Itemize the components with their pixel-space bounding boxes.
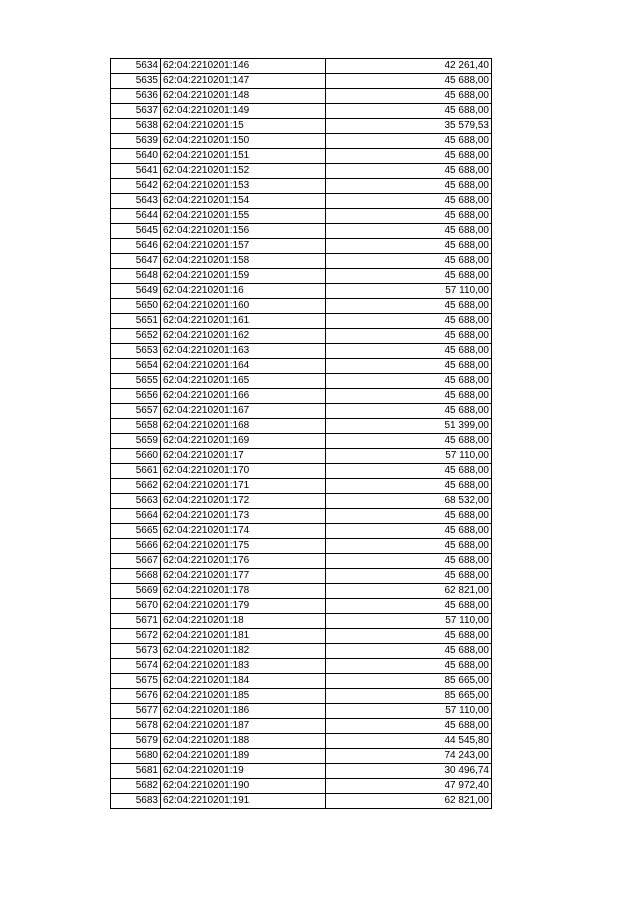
table-row — [111, 494, 492, 509]
cadastral-number-cell: 62:04:2210201:152 — [161, 164, 326, 179]
row-number-cell: 5654 — [111, 359, 161, 374]
row-number-cell: 5668 — [111, 569, 161, 584]
row-number-cell: 5638 — [111, 119, 161, 134]
table-row — [111, 74, 492, 89]
cadastral-number-cell: 62:04:2210201:149 — [161, 104, 326, 119]
row-number-cell: 5651 — [111, 314, 161, 329]
cadastral-value-cell: 45 688,00 — [326, 194, 492, 209]
table-row — [111, 209, 492, 224]
table-row — [111, 584, 492, 599]
cadastral-value-cell: 45 688,00 — [326, 314, 492, 329]
cadastral-number-cell: 62:04:2210201:147 — [161, 74, 326, 89]
cadastral-number-cell: 62:04:2210201:173 — [161, 509, 326, 524]
cadastral-value-cell: 57 110,00 — [326, 614, 492, 629]
row-number-cell: 5662 — [111, 479, 161, 494]
table-row — [111, 269, 492, 284]
cadastral-value-cell: 45 688,00 — [326, 509, 492, 524]
cadastral-value-cell: 45 688,00 — [326, 524, 492, 539]
cadastral-value-cell: 45 688,00 — [326, 299, 492, 314]
cadastral-number-cell: 62:04:2210201:164 — [161, 359, 326, 374]
cadastral-number-cell: 62:04:2210201:168 — [161, 419, 326, 434]
cadastral-value-cell: 45 688,00 — [326, 539, 492, 554]
row-number-cell: 5675 — [111, 674, 161, 689]
cadastral-value-cell: 62 821,00 — [326, 584, 492, 599]
table-row — [111, 389, 492, 404]
row-number-cell: 5656 — [111, 389, 161, 404]
row-number-cell: 5639 — [111, 134, 161, 149]
cadastral-number-cell: 62:04:2210201:16 — [161, 284, 326, 299]
row-number-cell: 5680 — [111, 749, 161, 764]
cadastral-number-cell: 62:04:2210201:163 — [161, 344, 326, 359]
cadastral-value-cell: 45 688,00 — [326, 554, 492, 569]
row-number-cell: 5641 — [111, 164, 161, 179]
cadastral-number-cell: 62:04:2210201:190 — [161, 779, 326, 794]
table-row — [111, 644, 492, 659]
cadastral-value-cell: 45 688,00 — [326, 179, 492, 194]
table-row — [111, 509, 492, 524]
row-number-cell: 5671 — [111, 614, 161, 629]
table-row — [111, 689, 492, 704]
cadastral-number-cell: 62:04:2210201:175 — [161, 539, 326, 554]
cadastral-value-cell: 74 243,00 — [326, 749, 492, 764]
table-row — [111, 164, 492, 179]
cadastral-value-cell: 45 688,00 — [326, 269, 492, 284]
row-number-cell: 5679 — [111, 734, 161, 749]
cadastral-number-cell: 62:04:2210201:154 — [161, 194, 326, 209]
cadastral-number-cell: 62:04:2210201:178 — [161, 584, 326, 599]
row-number-cell: 5663 — [111, 494, 161, 509]
table-row — [111, 779, 492, 794]
cadastral-number-cell: 62:04:2210201:187 — [161, 719, 326, 734]
cadastral-value-cell: 57 110,00 — [326, 449, 492, 464]
table-row — [111, 764, 492, 779]
row-number-cell: 5637 — [111, 104, 161, 119]
table-row — [111, 479, 492, 494]
row-number-cell: 5650 — [111, 299, 161, 314]
cadastral-value-cell: 51 399,00 — [326, 419, 492, 434]
cadastral-number-cell: 62:04:2210201:162 — [161, 329, 326, 344]
table-row — [111, 284, 492, 299]
cadastral-value-cell: 45 688,00 — [326, 629, 492, 644]
cadastral-value-cell: 45 688,00 — [326, 374, 492, 389]
row-number-cell: 5665 — [111, 524, 161, 539]
cadastral-number-cell: 62:04:2210201:179 — [161, 599, 326, 614]
row-number-cell: 5664 — [111, 509, 161, 524]
table-row — [111, 569, 492, 584]
table-row — [111, 374, 492, 389]
table-row — [111, 749, 492, 764]
row-number-cell: 5643 — [111, 194, 161, 209]
cadastral-value-cell: 45 688,00 — [326, 404, 492, 419]
table-row — [111, 434, 492, 449]
cadastral-number-cell: 62:04:2210201:18 — [161, 614, 326, 629]
cadastral-value-cell: 85 665,00 — [326, 689, 492, 704]
row-number-cell: 5678 — [111, 719, 161, 734]
cadastral-number-cell: 62:04:2210201:159 — [161, 269, 326, 284]
row-number-cell: 5658 — [111, 419, 161, 434]
cadastral-value-cell: 68 532,00 — [326, 494, 492, 509]
row-number-cell: 5649 — [111, 284, 161, 299]
cadastral-number-cell: 62:04:2210201:186 — [161, 704, 326, 719]
table-row — [111, 794, 492, 809]
table-row — [111, 554, 492, 569]
table-row — [111, 599, 492, 614]
table-row — [111, 614, 492, 629]
cadastral-value-cell: 30 496,74 — [326, 764, 492, 779]
table-row — [111, 194, 492, 209]
table-row — [111, 629, 492, 644]
cadastral-number-cell: 62:04:2210201:157 — [161, 239, 326, 254]
row-number-cell: 5660 — [111, 449, 161, 464]
cadastral-number-cell: 62:04:2210201:158 — [161, 254, 326, 269]
table-row — [111, 734, 492, 749]
table-row — [111, 539, 492, 554]
cadastral-number-cell: 62:04:2210201:146 — [161, 59, 326, 74]
cadastral-number-cell: 62:04:2210201:166 — [161, 389, 326, 404]
row-number-cell: 5636 — [111, 89, 161, 104]
row-number-cell: 5676 — [111, 689, 161, 704]
table-row — [111, 89, 492, 104]
cadastral-value-cell: 85 665,00 — [326, 674, 492, 689]
row-number-cell: 5647 — [111, 254, 161, 269]
row-number-cell: 5635 — [111, 74, 161, 89]
cadastral-number-cell: 62:04:2210201:155 — [161, 209, 326, 224]
cadastral-number-cell: 62:04:2210201:17 — [161, 449, 326, 464]
row-number-cell: 5683 — [111, 794, 161, 809]
row-number-cell: 5666 — [111, 539, 161, 554]
cadastral-number-cell: 62:04:2210201:185 — [161, 689, 326, 704]
row-number-cell: 5672 — [111, 629, 161, 644]
cadastral-value-cell: 44 545,80 — [326, 734, 492, 749]
row-number-cell: 5644 — [111, 209, 161, 224]
row-number-cell: 5670 — [111, 599, 161, 614]
cadastral-number-cell: 62:04:2210201:148 — [161, 89, 326, 104]
table-row — [111, 674, 492, 689]
table-row — [111, 224, 492, 239]
cadastral-number-cell: 62:04:2210201:153 — [161, 179, 326, 194]
cadastral-number-cell: 62:04:2210201:191 — [161, 794, 326, 809]
table-row — [111, 239, 492, 254]
table-row — [111, 314, 492, 329]
cadastral-number-cell: 62:04:2210201:184 — [161, 674, 326, 689]
cadastral-number-cell: 62:04:2210201:150 — [161, 134, 326, 149]
row-number-cell: 5655 — [111, 374, 161, 389]
table-row — [111, 704, 492, 719]
table-row — [111, 524, 492, 539]
table-body — [111, 59, 492, 809]
cadastral-value-cell: 45 688,00 — [326, 599, 492, 614]
cadastral-value-cell: 47 972,40 — [326, 779, 492, 794]
cadastral-value-cell: 45 688,00 — [326, 149, 492, 164]
cadastral-number-cell: 62:04:2210201:151 — [161, 149, 326, 164]
cadastral-value-cell: 45 688,00 — [326, 344, 492, 359]
cadastral-value-cell: 45 688,00 — [326, 719, 492, 734]
cadastral-value-cell: 45 688,00 — [326, 359, 492, 374]
table-row — [111, 299, 492, 314]
cadastral-number-cell: 62:04:2210201:15 — [161, 119, 326, 134]
cadastral-value-cell: 45 688,00 — [326, 74, 492, 89]
cadastral-number-cell: 62:04:2210201:176 — [161, 554, 326, 569]
cadastral-number-cell: 62:04:2210201:181 — [161, 629, 326, 644]
row-number-cell: 5681 — [111, 764, 161, 779]
cadastral-number-cell: 62:04:2210201:171 — [161, 479, 326, 494]
cadastral-number-cell: 62:04:2210201:189 — [161, 749, 326, 764]
cadastral-value-cell: 45 688,00 — [326, 239, 492, 254]
table-row — [111, 104, 492, 119]
row-number-cell: 5642 — [111, 179, 161, 194]
table-row — [111, 134, 492, 149]
row-number-cell: 5653 — [111, 344, 161, 359]
row-number-cell: 5659 — [111, 434, 161, 449]
row-number-cell: 5667 — [111, 554, 161, 569]
cadastral-number-cell: 62:04:2210201:172 — [161, 494, 326, 509]
row-number-cell: 5674 — [111, 659, 161, 674]
row-number-cell: 5634 — [111, 59, 161, 74]
row-number-cell: 5646 — [111, 239, 161, 254]
row-number-cell: 5652 — [111, 329, 161, 344]
table-row — [111, 179, 492, 194]
table-row — [111, 59, 492, 74]
cadastral-number-cell: 62:04:2210201:156 — [161, 224, 326, 239]
cadastral-number-cell: 62:04:2210201:174 — [161, 524, 326, 539]
row-number-cell: 5677 — [111, 704, 161, 719]
cadastral-value-cell: 35 579,53 — [326, 119, 492, 134]
cadastral-value-table — [110, 58, 492, 809]
cadastral-value-cell: 45 688,00 — [326, 569, 492, 584]
cadastral-value-cell: 45 688,00 — [326, 254, 492, 269]
table-row — [111, 419, 492, 434]
cadastral-value-cell: 42 261,40 — [326, 59, 492, 74]
cadastral-value-cell: 45 688,00 — [326, 434, 492, 449]
cadastral-value-cell: 57 110,00 — [326, 704, 492, 719]
cadastral-number-cell: 62:04:2210201:19 — [161, 764, 326, 779]
table-row — [111, 719, 492, 734]
cadastral-value-cell: 45 688,00 — [326, 209, 492, 224]
cadastral-value-cell: 62 821,00 — [326, 794, 492, 809]
table-row — [111, 254, 492, 269]
table-row — [111, 659, 492, 674]
cadastral-number-cell: 62:04:2210201:160 — [161, 299, 326, 314]
cadastral-value-cell: 57 110,00 — [326, 284, 492, 299]
row-number-cell: 5669 — [111, 584, 161, 599]
table-row — [111, 404, 492, 419]
cadastral-number-cell: 62:04:2210201:165 — [161, 374, 326, 389]
cadastral-value-cell: 45 688,00 — [326, 134, 492, 149]
cadastral-value-cell: 45 688,00 — [326, 104, 492, 119]
cadastral-value-cell: 45 688,00 — [326, 644, 492, 659]
cadastral-number-cell: 62:04:2210201:182 — [161, 644, 326, 659]
cadastral-number-cell: 62:04:2210201:177 — [161, 569, 326, 584]
table-row — [111, 149, 492, 164]
row-number-cell: 5645 — [111, 224, 161, 239]
cadastral-value-cell: 45 688,00 — [326, 224, 492, 239]
cadastral-value-cell: 45 688,00 — [326, 89, 492, 104]
row-number-cell: 5640 — [111, 149, 161, 164]
table-row — [111, 119, 492, 134]
row-number-cell: 5661 — [111, 464, 161, 479]
table-row — [111, 329, 492, 344]
cadastral-value-cell: 45 688,00 — [326, 464, 492, 479]
cadastral-number-cell: 62:04:2210201:167 — [161, 404, 326, 419]
cadastral-value-cell: 45 688,00 — [326, 164, 492, 179]
row-number-cell: 5682 — [111, 779, 161, 794]
table-row — [111, 359, 492, 374]
cadastral-value-cell: 45 688,00 — [326, 329, 492, 344]
cadastral-number-cell: 62:04:2210201:170 — [161, 464, 326, 479]
cadastral-number-cell: 62:04:2210201:161 — [161, 314, 326, 329]
cadastral-number-cell: 62:04:2210201:169 — [161, 434, 326, 449]
cadastral-value-cell: 45 688,00 — [326, 479, 492, 494]
table-row — [111, 464, 492, 479]
cadastral-value-cell: 45 688,00 — [326, 659, 492, 674]
table-row — [111, 344, 492, 359]
table-row — [111, 449, 492, 464]
cadastral-number-cell: 62:04:2210201:188 — [161, 734, 326, 749]
cadastral-value-cell: 45 688,00 — [326, 389, 492, 404]
row-number-cell: 5657 — [111, 404, 161, 419]
row-number-cell: 5648 — [111, 269, 161, 284]
row-number-cell: 5673 — [111, 644, 161, 659]
cadastral-number-cell: 62:04:2210201:183 — [161, 659, 326, 674]
